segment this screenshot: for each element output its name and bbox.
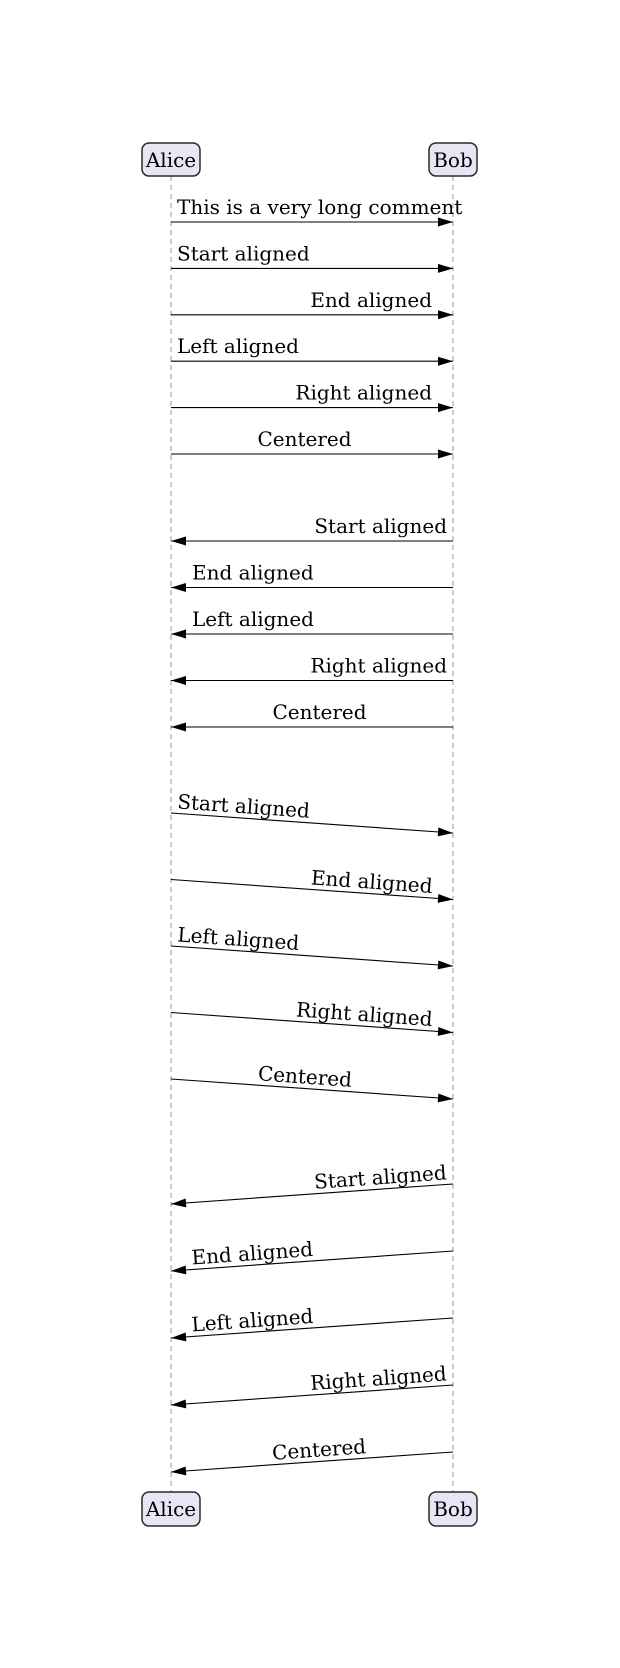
message-label: Left aligned [176,922,300,956]
arrowhead-icon [171,630,186,639]
message-to-alice [171,1361,453,1409]
arrowhead-icon [438,960,454,970]
message-label: Centered [257,1061,353,1092]
message-label: This is a very long comment [177,195,463,219]
arrowhead-icon [438,264,453,273]
message-label: Centered [272,700,367,724]
message-to-alice [171,1304,453,1343]
arrowhead-icon [171,1198,187,1208]
message-label: Start aligned [313,1160,448,1194]
message-to-bob [171,997,453,1037]
message-label: End aligned [310,287,432,312]
message-to-alice [171,654,453,686]
message-to-bob [171,922,453,970]
arrowhead-icon [438,894,454,904]
message-to-bob [171,241,453,273]
participant-box-bob-bottom [429,1492,477,1526]
arrowhead-icon [171,1332,187,1342]
message-to-alice [171,1237,453,1276]
message-label: End aligned [192,560,314,585]
arrowhead-icon [171,583,186,592]
message-label: Left aligned [177,334,299,359]
message-label: Right aligned [295,997,434,1031]
arrowhead-icon [438,450,453,459]
message-to-alice [171,607,453,639]
arrowhead-icon [171,723,186,732]
participant-box-alice-top [142,143,200,176]
arrowhead-icon [171,537,186,546]
arrowhead-icon [171,1399,187,1409]
message-label: Left aligned [190,1303,315,1337]
message-line [171,946,453,966]
message-to-alice [171,1434,453,1476]
message-to-bob [171,865,453,904]
message-label: Right aligned [310,653,447,678]
message-to-bob [171,427,453,459]
message-to-bob [171,1061,453,1103]
message-label: Start aligned [314,514,447,538]
participant-box-bob-top [429,143,477,176]
arrowhead-icon [438,310,453,319]
arrowhead-icon [438,357,453,366]
arrowhead-icon [438,827,454,837]
participant-label-bob-top: Bob [433,148,473,172]
arrowhead-icon [438,403,453,412]
message-line [171,1184,453,1204]
message-to-bob [171,195,462,227]
arrowhead-icon [171,676,186,685]
participant-label-alice-bottom: Alice [145,1497,197,1521]
arrowhead-icon [438,1027,454,1037]
message-to-bob [171,288,453,320]
message-label: Right aligned [295,380,432,405]
participant-label-bob-bottom: Bob [433,1497,473,1521]
messages-layer [171,195,463,1476]
message-label: Right aligned [309,1361,448,1396]
message-to-bob [171,334,453,366]
participant-label-alice-top: Alice [145,148,197,172]
arrowhead-icon [438,1093,454,1103]
participant-box-alice-bottom [142,1492,200,1526]
message-to-alice [171,561,453,593]
message-to-alice [171,514,453,546]
message-to-alice [171,1160,453,1208]
message-to-bob [171,789,453,837]
arrowhead-icon [171,1466,187,1476]
message-label: Start aligned [176,789,311,823]
message-label: Centered [271,1434,367,1465]
message-to-bob [171,381,453,413]
arrowhead-icon [171,1265,187,1275]
message-label: End aligned [190,1236,314,1270]
message-label: Centered [257,427,352,451]
message-line [171,813,453,833]
message-label: Left aligned [192,607,314,631]
message-to-alice [171,700,453,732]
message-label: End aligned [310,865,434,898]
message-label: Start aligned [177,241,310,266]
